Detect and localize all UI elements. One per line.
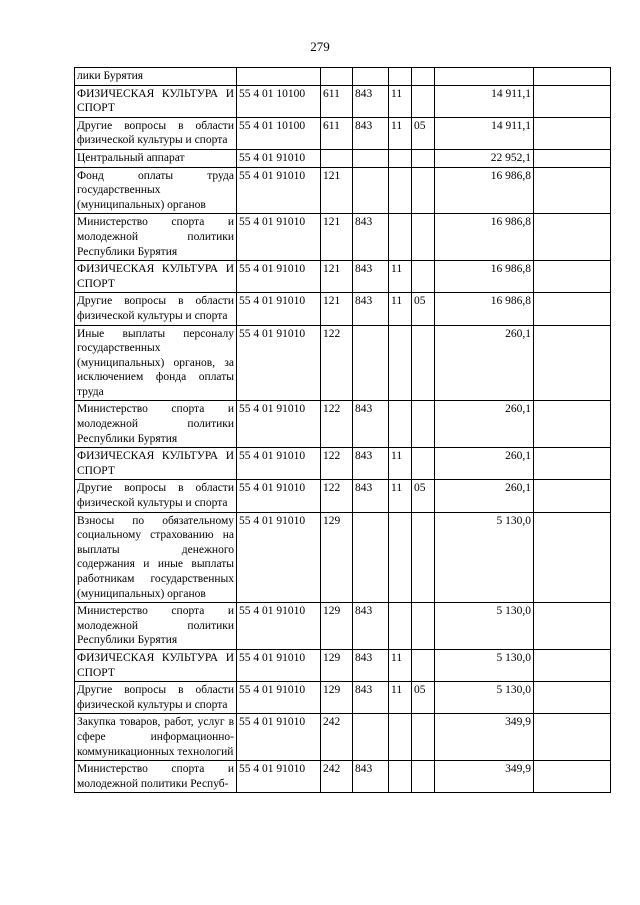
row-name-cell: Министерство спорта и молодежной политики Республики Бурятия xyxy=(75,214,237,261)
row-name-cell: Министерство спорта и молодежной политики Республики Бурятия xyxy=(75,603,237,650)
section-cell: 11 xyxy=(389,480,412,512)
subsection-cell xyxy=(412,401,435,448)
table-row xyxy=(75,401,611,448)
amount-cell: 14 911,1 xyxy=(435,85,534,117)
subsection-cell xyxy=(412,325,435,401)
subsection-cell xyxy=(412,85,435,117)
table-row xyxy=(75,682,611,714)
subsection-cell xyxy=(412,167,435,214)
amount-cell: 349,9 xyxy=(435,761,534,793)
target-code-cell: 55 4 01 91010 xyxy=(237,603,321,650)
table-row xyxy=(75,448,611,480)
ministry-code-cell: 843 xyxy=(353,401,389,448)
amount-cell: 260,1 xyxy=(435,401,534,448)
empty-cell xyxy=(534,512,611,603)
row-name-cell: ФИЗИЧЕСКАЯ КУЛЬТУРА И СПОРТ xyxy=(75,85,237,117)
row-name-cell: Другие вопросы в области физической культуры и спорта xyxy=(75,117,237,149)
subsection-cell xyxy=(412,448,435,480)
expense-type-cell: 242 xyxy=(321,761,353,793)
target-code-cell: 55 4 01 91010 xyxy=(237,325,321,401)
ministry-code-cell xyxy=(353,167,389,214)
section-cell: 11 xyxy=(389,448,412,480)
expense-type-cell: 611 xyxy=(321,117,353,149)
row-name-cell: ФИЗИЧЕСКАЯ КУЛЬТУРА И СПОРТ xyxy=(75,261,237,293)
amount-cell: 5 130,0 xyxy=(435,649,534,681)
target-code-cell xyxy=(237,68,321,86)
expense-type-cell: 242 xyxy=(321,714,353,761)
ministry-code-cell: 843 xyxy=(353,603,389,650)
target-code-cell: 55 4 01 91010 xyxy=(237,401,321,448)
table-row xyxy=(75,761,611,793)
ministry-code-cell xyxy=(353,149,389,167)
section-cell xyxy=(389,761,412,793)
empty-cell xyxy=(534,117,611,149)
target-code-cell: 55 4 01 91010 xyxy=(237,512,321,603)
row-name-cell: Министерство спорта и молодежной политики Республики Бурятия xyxy=(75,401,237,448)
row-name-cell: Закупка товаров, работ, услуг в сфере информационно-коммуникационных технологий xyxy=(75,714,237,761)
ministry-code-cell: 843 xyxy=(353,682,389,714)
ministry-code-cell: 843 xyxy=(353,761,389,793)
table-row xyxy=(75,325,611,401)
ministry-code-cell: 843 xyxy=(353,117,389,149)
amount-cell: 16 986,8 xyxy=(435,167,534,214)
row-name-cell: ФИЗИЧЕСКАЯ КУЛЬТУРА И СПОРТ xyxy=(75,448,237,480)
expense-type-cell: 611 xyxy=(321,85,353,117)
section-cell xyxy=(389,68,412,86)
expense-type-cell xyxy=(321,68,353,86)
subsection-cell: 05 xyxy=(412,480,435,512)
table-row xyxy=(75,117,611,149)
empty-cell xyxy=(534,480,611,512)
empty-cell xyxy=(534,85,611,117)
ministry-code-cell: 843 xyxy=(353,261,389,293)
row-name-cell: Фонд оплаты труда государственных (муниципальных) органов xyxy=(75,167,237,214)
table-row xyxy=(75,293,611,325)
target-code-cell: 55 4 01 91010 xyxy=(237,761,321,793)
row-name-cell: ФИЗИЧЕСКАЯ КУЛЬТУРА И СПОРТ xyxy=(75,649,237,681)
amount-cell: 16 986,8 xyxy=(435,214,534,261)
row-name-cell: Другие вопросы в области физической культуры и спорта xyxy=(75,480,237,512)
amount-cell: 16 986,8 xyxy=(435,293,534,325)
target-code-cell: 55 4 01 91010 xyxy=(237,480,321,512)
target-code-cell: 55 4 01 91010 xyxy=(237,649,321,681)
table-row xyxy=(75,85,611,117)
section-cell xyxy=(389,214,412,261)
table-row xyxy=(75,603,611,650)
subsection-cell xyxy=(412,68,435,86)
section-cell xyxy=(389,167,412,214)
target-code-cell: 55 4 01 10100 xyxy=(237,85,321,117)
page-number: 279 xyxy=(310,39,330,54)
subsection-cell xyxy=(412,761,435,793)
table-row xyxy=(75,714,611,761)
expense-type-cell: 129 xyxy=(321,603,353,650)
expense-type-cell: 129 xyxy=(321,682,353,714)
target-code-cell: 55 4 01 91010 xyxy=(237,682,321,714)
subsection-cell: 05 xyxy=(412,117,435,149)
section-cell: 11 xyxy=(389,649,412,681)
row-name-cell: Другие вопросы в области физической культуры и спорта xyxy=(75,682,237,714)
section-cell xyxy=(389,325,412,401)
ministry-code-cell xyxy=(353,714,389,761)
amount-cell: 260,1 xyxy=(435,480,534,512)
expense-type-cell: 121 xyxy=(321,167,353,214)
section-cell xyxy=(389,401,412,448)
subsection-cell xyxy=(412,649,435,681)
amount-cell: 16 986,8 xyxy=(435,261,534,293)
row-name-cell: Другие вопросы в области физической культуры и спорта xyxy=(75,293,237,325)
table-row xyxy=(75,214,611,261)
section-cell: 11 xyxy=(389,85,412,117)
subsection-cell xyxy=(412,261,435,293)
expense-type-cell: 122 xyxy=(321,480,353,512)
row-name-cell: Министерство спорта и молодежной политики Респуб- xyxy=(75,761,237,793)
ministry-code-cell: 843 xyxy=(353,649,389,681)
table-row xyxy=(75,149,611,167)
section-cell: 11 xyxy=(389,117,412,149)
section-cell xyxy=(389,714,412,761)
subsection-cell xyxy=(412,149,435,167)
subsection-cell: 05 xyxy=(412,682,435,714)
empty-cell xyxy=(534,293,611,325)
subsection-cell xyxy=(412,512,435,603)
expense-type-cell: 122 xyxy=(321,448,353,480)
expense-type-cell: 121 xyxy=(321,293,353,325)
empty-cell xyxy=(534,325,611,401)
table-row xyxy=(75,512,611,603)
table-row xyxy=(75,68,611,86)
subsection-cell: 05 xyxy=(412,293,435,325)
amount-cell: 260,1 xyxy=(435,448,534,480)
empty-cell xyxy=(534,649,611,681)
expense-type-cell: 122 xyxy=(321,325,353,401)
amount-cell: 5 130,0 xyxy=(435,512,534,603)
row-name-cell: лики Бурятия xyxy=(75,68,237,86)
empty-cell xyxy=(534,167,611,214)
section-cell xyxy=(389,149,412,167)
ministry-code-cell xyxy=(353,325,389,401)
empty-cell xyxy=(534,149,611,167)
empty-cell xyxy=(534,761,611,793)
target-code-cell: 55 4 01 91010 xyxy=(237,448,321,480)
table-row xyxy=(75,480,611,512)
empty-cell xyxy=(534,261,611,293)
ministry-code-cell: 843 xyxy=(353,448,389,480)
amount-cell: 22 952,1 xyxy=(435,149,534,167)
subsection-cell xyxy=(412,214,435,261)
empty-cell xyxy=(534,448,611,480)
amount-cell: 5 130,0 xyxy=(435,682,534,714)
ministry-code-cell xyxy=(353,512,389,603)
empty-cell xyxy=(534,68,611,86)
table-row xyxy=(75,261,611,293)
section-cell: 11 xyxy=(389,293,412,325)
expense-type-cell: 122 xyxy=(321,401,353,448)
amount-cell: 260,1 xyxy=(435,325,534,401)
budget-table xyxy=(74,67,611,793)
subsection-cell xyxy=(412,714,435,761)
amount-cell xyxy=(435,68,534,86)
empty-cell xyxy=(534,603,611,650)
row-name-cell: Центральный аппарат xyxy=(75,149,237,167)
target-code-cell: 55 4 01 91010 xyxy=(237,261,321,293)
target-code-cell: 55 4 01 91010 xyxy=(237,149,321,167)
row-name-cell: Взносы по обязательному социальному страхованию на выплаты денежного содержания и иные выплаты работникам государственных (муниципальных) органов xyxy=(75,512,237,603)
ministry-code-cell: 843 xyxy=(353,480,389,512)
ministry-code-cell xyxy=(353,68,389,86)
section-cell xyxy=(389,603,412,650)
empty-cell xyxy=(534,682,611,714)
target-code-cell: 55 4 01 91010 xyxy=(237,214,321,261)
table-row xyxy=(75,167,611,214)
amount-cell: 349,9 xyxy=(435,714,534,761)
table-row xyxy=(75,649,611,681)
expense-type-cell: 121 xyxy=(321,261,353,293)
amount-cell: 5 130,0 xyxy=(435,603,534,650)
expense-type-cell: 129 xyxy=(321,512,353,603)
subsection-cell xyxy=(412,603,435,650)
section-cell xyxy=(389,512,412,603)
section-cell: 11 xyxy=(389,261,412,293)
section-cell: 11 xyxy=(389,682,412,714)
target-code-cell: 55 4 01 91010 xyxy=(237,293,321,325)
target-code-cell: 55 4 01 10100 xyxy=(237,117,321,149)
row-name-cell: Иные выплаты персоналу государственных (муниципальных) органов, за исключением фонда оплаты труда xyxy=(75,325,237,401)
budget-table-body xyxy=(75,68,611,793)
ministry-code-cell: 843 xyxy=(353,85,389,117)
target-code-cell: 55 4 01 91010 xyxy=(237,167,321,214)
expense-type-cell: 121 xyxy=(321,214,353,261)
amount-cell: 14 911,1 xyxy=(435,117,534,149)
empty-cell xyxy=(534,401,611,448)
empty-cell xyxy=(534,714,611,761)
ministry-code-cell: 843 xyxy=(353,293,389,325)
ministry-code-cell: 843 xyxy=(353,214,389,261)
empty-cell xyxy=(534,214,611,261)
expense-type-cell xyxy=(321,149,353,167)
expense-type-cell: 129 xyxy=(321,649,353,681)
target-code-cell: 55 4 01 91010 xyxy=(237,714,321,761)
